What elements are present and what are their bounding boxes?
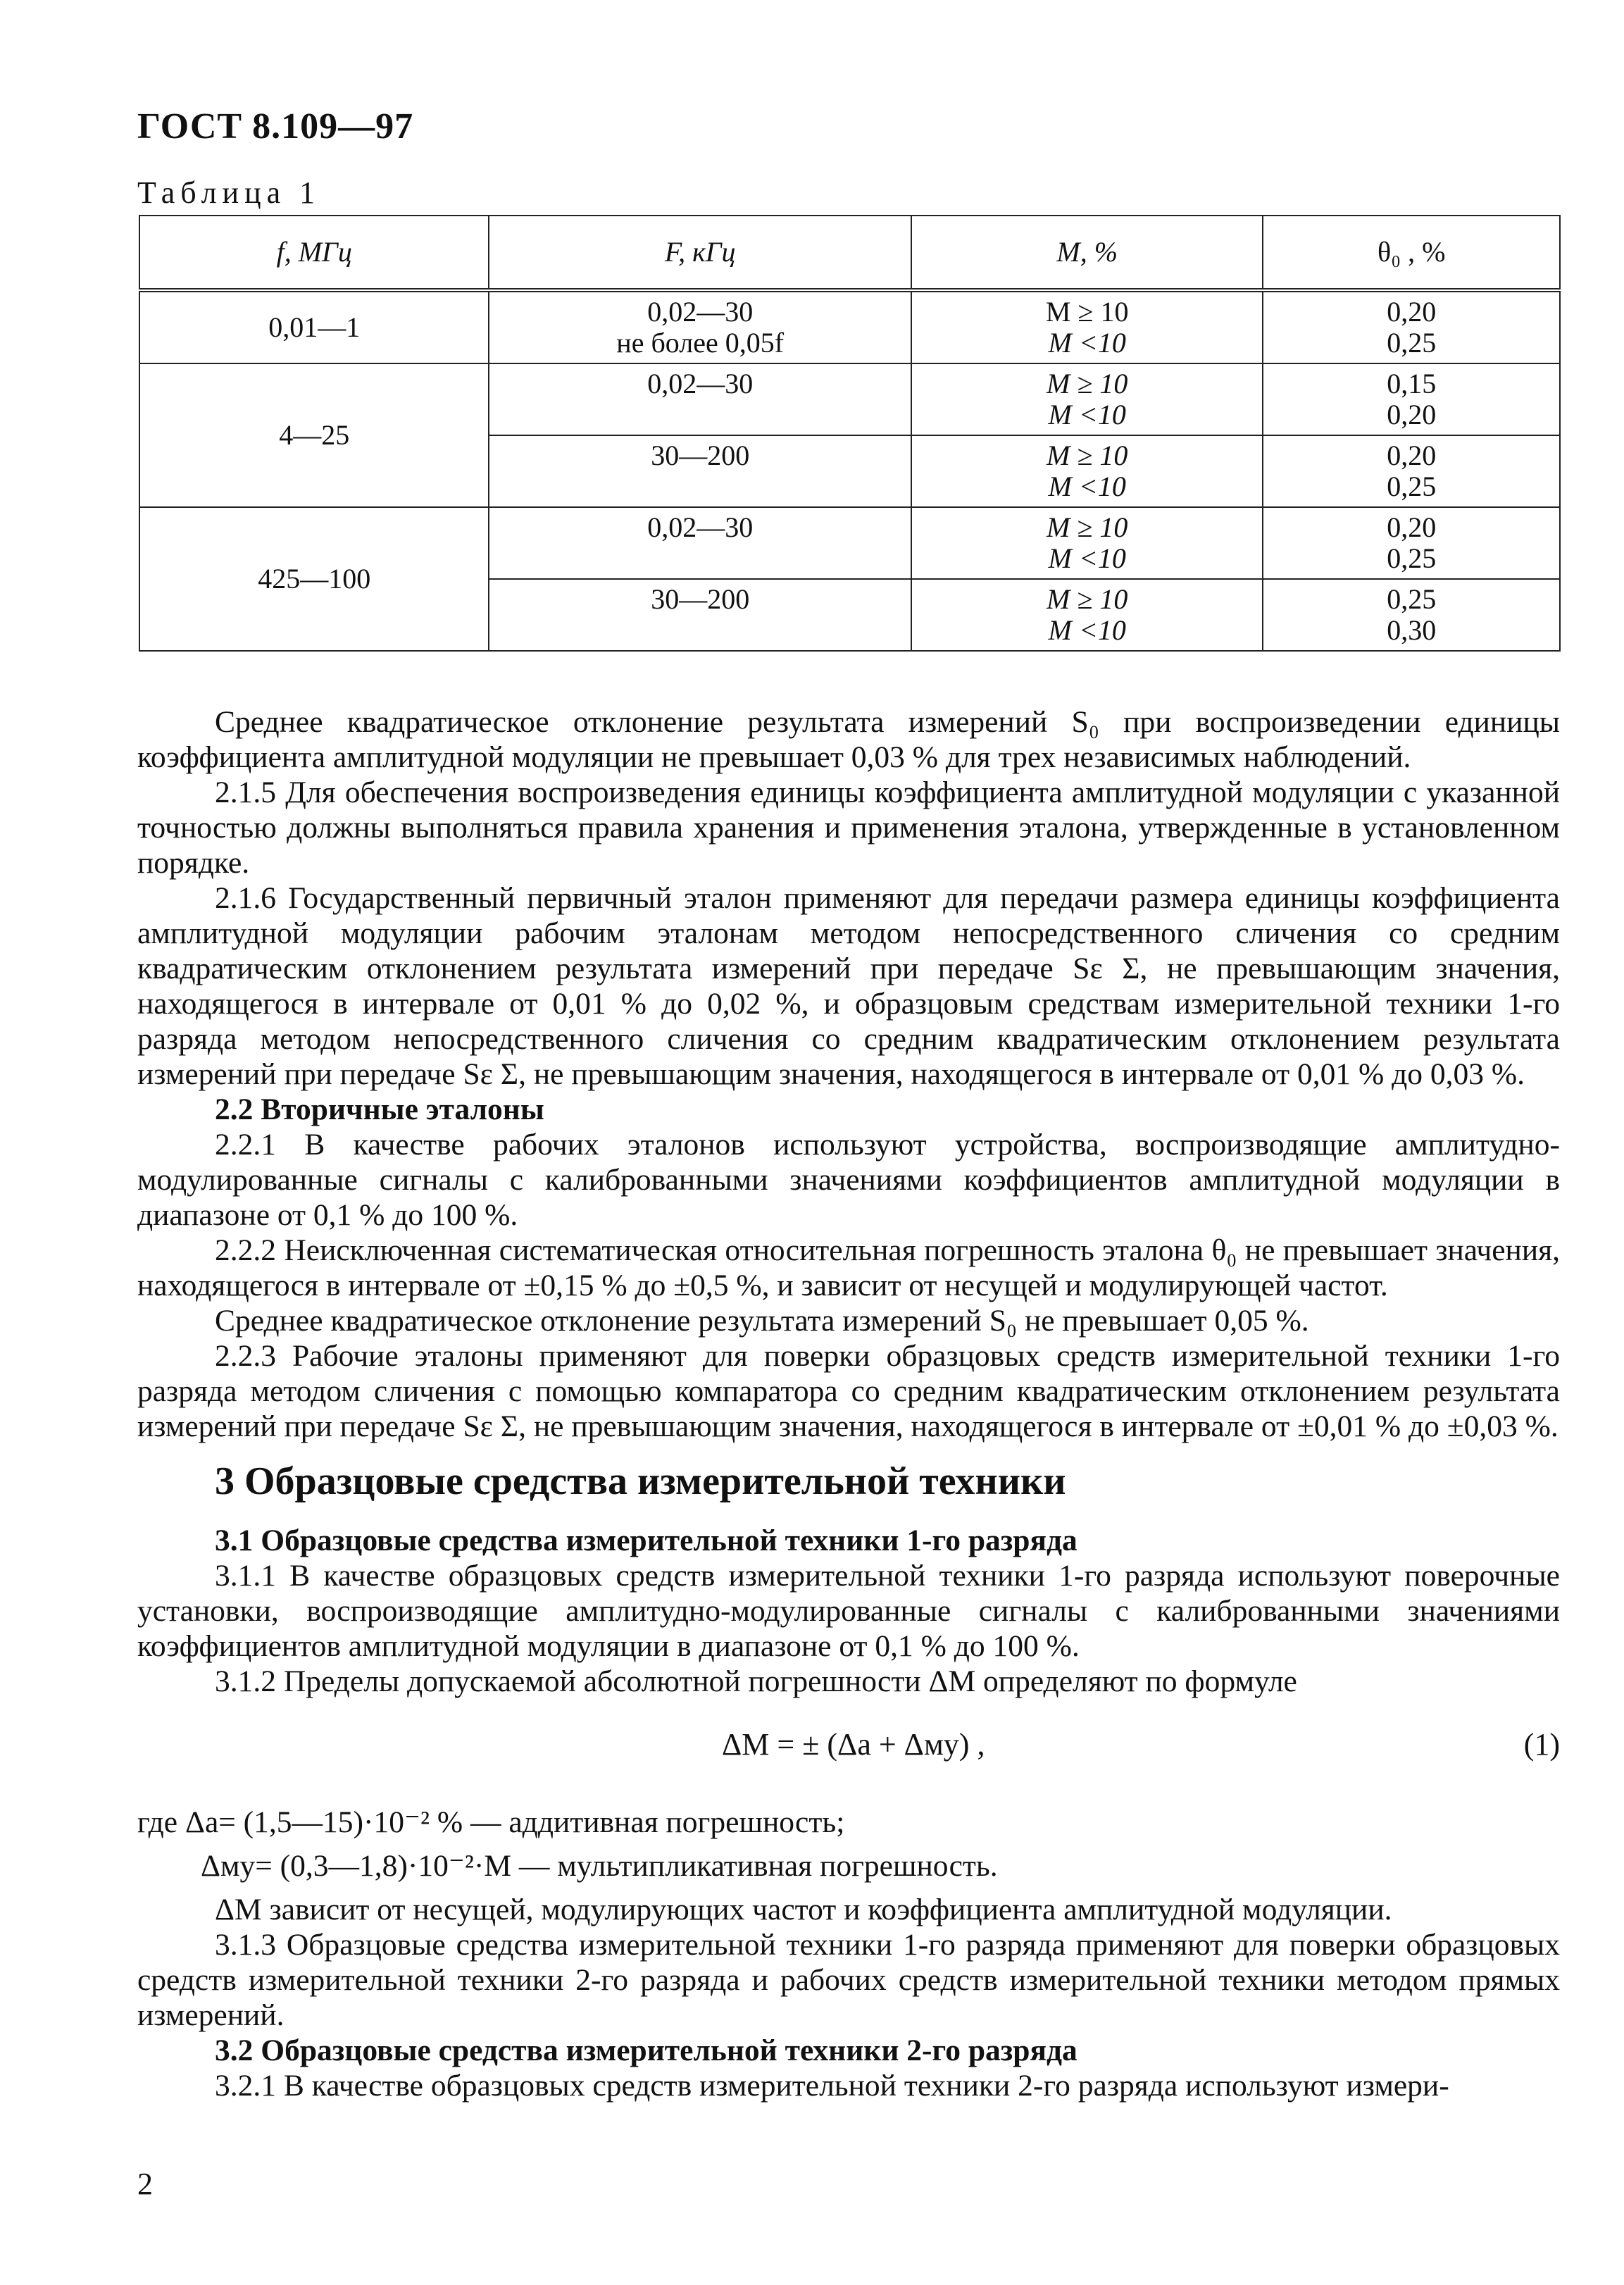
column-header: F, кГц: [489, 216, 911, 290]
paragraph: 2.2.3 Рабочие эталоны применяют для поверки образцовых средств измерительной техники 1-го разряда методом сличения с помощью компаратора со средним квадратическим отклонением результата измерений при передаче Sε Σ, не превышающим значения, находящегося в интервале от ±0,01 % до ±0,03 %.: [137, 1339, 1560, 1443]
table-cell-M: M ≥ 10 M <10: [911, 290, 1263, 363]
column-header: f, МГц: [139, 216, 489, 290]
formula-number: (1): [1523, 1727, 1560, 1762]
paragraph: 3.1.2 Пределы допускаемой абсолютной погрешности ΔM определяют по формуле: [215, 1664, 1297, 1698]
formula: ΔM = ± (Δа + Δму) ,: [722, 1727, 985, 1762]
paragraph: 2.1.5 Для обеспечения воспроизведения единицы коэффициента амплитудной модуляции с указанной точностью должны выполняться правила хранения и применения эталона, утвержденные в установленном порядке.: [137, 776, 1560, 880]
table-cell-theta: 0,20 0,25: [1263, 507, 1560, 579]
table-cell-theta: 0,15 0,20: [1263, 363, 1560, 435]
formula-explanation: где Δа= (1,5—15)·10⁻² % — аддитивная погрешность;: [137, 1805, 845, 1839]
table-row: [139, 290, 1560, 363]
table-cell-f: 4—25: [139, 363, 489, 507]
table-cell-F: 0,02—30 не более 0,05f: [489, 290, 911, 363]
table-cell-f: 425—100: [139, 507, 489, 651]
formula-block: [137, 1699, 1560, 1805]
table-cell-F: 30—200: [489, 435, 911, 507]
table-caption: Таблица 1: [137, 175, 321, 210]
table-cell-F: 0,02—30: [489, 507, 911, 579]
paragraph: 2.2.1 В качестве рабочих эталонов используют устройства, воспроизводящие амплитудно-модулированные сигналы с калиброванными значениями коэффициентов амплитудной модуляции в диапазоне от 0,1 % до 100 %.: [137, 1128, 1560, 1232]
table-row: [139, 507, 1560, 579]
data-table: [139, 215, 1561, 652]
paragraph: Среднее квадратическое отклонение результата измерений S₀ при воспроизведении единицы коэффициента амплитудной модуляции не превышает 0,03 % для трех независимых наблюдений.: [137, 705, 1560, 774]
table-cell-M: M ≥ 10 M <10: [911, 579, 1263, 651]
table-cell-theta: 0,20 0,25: [1263, 290, 1560, 363]
page-number: 2: [137, 2167, 153, 2201]
table-cell-theta: 0,25 0,30: [1263, 579, 1560, 651]
paragraph: 2.1.6 Государственный первичный эталон применяют для передачи размера единицы коэффициента амплитудной модуляции рабочим эталонам методом непосредственного сличения со средним квадратическим отклонением результата измерений при передаче Sε Σ, не превышающим значения, находящегося в интервале от 0,01 % до 0,02 %, и образцовым средствам измерительной техники 1-го разряда методом непосредственного сличения со средним квадратическим отклонением результата измерений при передаче Sε Σ, не превышающим значения, находящегося в интервале от 0,01 % до 0,03 %.: [137, 881, 1560, 1091]
table-cell-M: M ≥ 10 M <10: [911, 435, 1263, 507]
table-cell-M: M ≥ 10 M <10: [911, 507, 1263, 579]
table-row: [139, 363, 1560, 435]
formula-explanation: Δму= (0,3—1,8)·10⁻²·M — мультипликативная погрешность.: [201, 1849, 998, 1883]
paragraph: ΔM зависит от несущей, модулирующих частот и коэффициента амплитудной модуляции.: [215, 1893, 1392, 1926]
table-cell-F: 0,02—30: [489, 363, 911, 435]
subsection-heading: 3.2 Образцовые средства измерительной техники 2-го разряда: [215, 2034, 1078, 2067]
paragraph: 2.2.2 Неисключенная систематическая относительная погрешность эталона θ₀ не превышает значения, находящегося в интервале от ±0,15 % до ±0,5 %, и зависит от несущей и модулирующей частот.: [137, 1233, 1560, 1302]
document-body: [137, 704, 1560, 2103]
table-header-row: [139, 216, 1560, 290]
table-cell-f: 0,01—1: [139, 290, 489, 363]
table-cell-F: 30—200: [489, 579, 911, 651]
paragraph: Среднее квадратическое отклонение результата измерений S₀ не превышает 0,05 %.: [215, 1304, 1309, 1338]
table-cell-M: M ≥ 10 M <10: [911, 363, 1263, 435]
table-cell-theta: 0,20 0,25: [1263, 435, 1560, 507]
paragraph: 3.1.3 Образцовые средства измерительной техники 1-го разряда применяют для поверки образцовых средств измерительной техники 2-го разряда и рабочих средств измерительной техники методом прямых измерений.: [137, 1928, 1560, 2032]
column-header: M, %: [911, 216, 1263, 290]
paragraph: 3.2.1 В качестве образцовых средств измерительной техники 2-го разряда используют измери-: [215, 2069, 1449, 2103]
paragraph: 3.1.1 В качестве образцовых средств измерительной техники 1-го разряда используют поверочные установки, воспроизводящие амплитудно-модулированные сигналы с калиброванными значениями коэффициентов амплитудной модуляции в диапазоне от 0,1 % до 100 %.: [137, 1559, 1560, 1663]
document-header: ГОСТ 8.109—97: [137, 106, 414, 147]
column-header: θ₀ , %: [1263, 216, 1560, 290]
section-heading: 3 Образцовые средства измерительной техники: [215, 1459, 1066, 1503]
subsection-heading: 3.1 Образцовые средства измерительной техники 1-го разряда: [215, 1524, 1078, 1557]
subsection-heading: 2.2 Вторичные эталоны: [215, 1092, 544, 1126]
